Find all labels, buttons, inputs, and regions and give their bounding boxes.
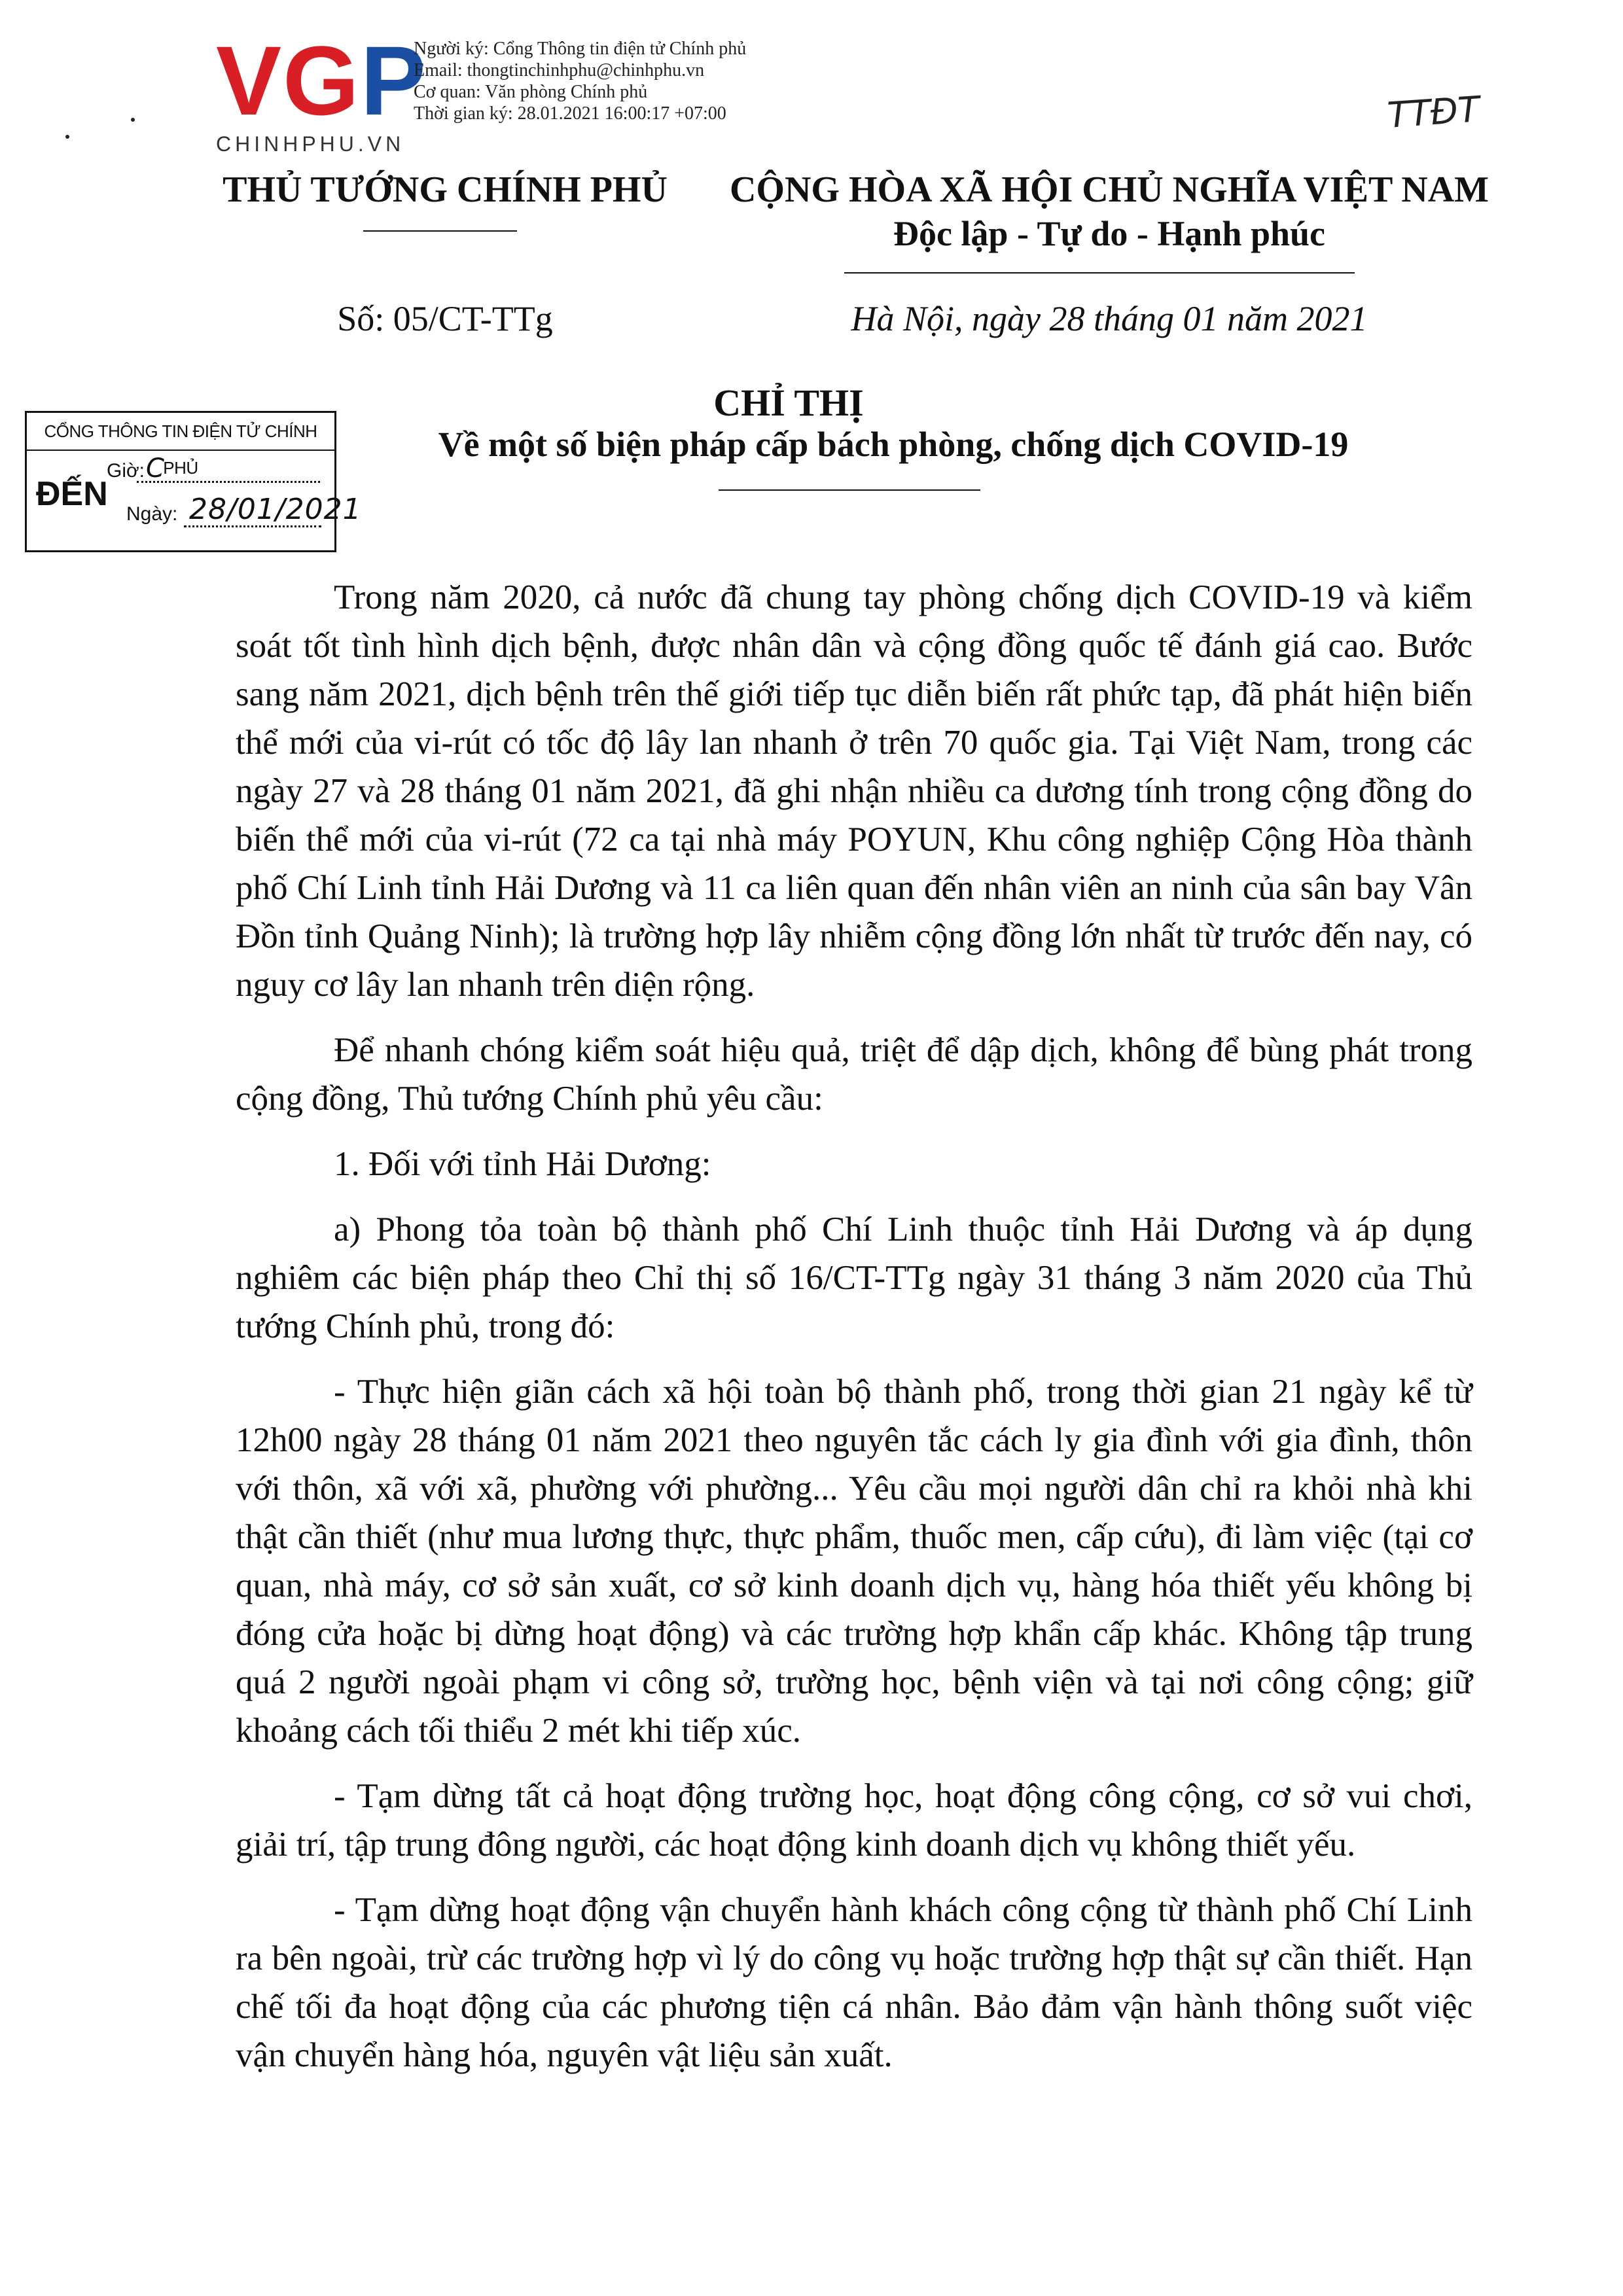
document-number: Số: 05/CT-TTg — [337, 299, 553, 338]
scan-speck — [65, 135, 69, 139]
scan-speck — [131, 118, 135, 122]
document-subject: Về một số biện pháp cấp bách phòng, chống dịch COVID-19 — [438, 425, 1349, 464]
national-title: CỘNG HÒA XÃ HỘI CHỦ NGHĨA VIỆT NAM — [729, 169, 1489, 210]
stamp-ngay-label: Ngày: — [126, 503, 178, 525]
logo-subtitle: CHINHPHU.VN — [216, 132, 405, 156]
signature-time: Thời gian ký: 28.01.2021 16:00:17 +07:00 — [414, 103, 726, 124]
handwritten-note: TTĐT — [1385, 88, 1481, 136]
stamp-gio-label: Giờ: — [107, 460, 145, 482]
signature-agency: Cơ quan: Văn phòng Chính phủ — [414, 82, 648, 102]
document-body — [236, 573, 1472, 2096]
body-paragraph: Trong năm 2020, cả nước đã chung tay phòng chống dịch COVID-19 và kiểm soát tốt tình hình dịch bệnh, được nhân dân và cộng đồng quốc tế đánh giá cao. Bước sang năm 2021, dịch bệnh trên thế giới tiếp tục diễn biến rất phức tạp, đã phát hiện biến thể mới của vi-rút có tốc độ lây lan nhanh ở trên 70 quốc gia. Tại Việt Nam, trong các ngày 27 và 28 tháng 01 năm 2021, đã ghi nhận nhiều ca dương tính trong cộng đồng do biến thể mới của vi-rút (72 ca tại nhà máy POYUN, Khu công nghiệp Cộng Hòa thành phố Chí Linh tỉnh Hải Dương và 11 ca liên quan đến nhân viên an ninh của sân bay Vân Đồn tỉnh Quảng Ninh); là trường hợp lây nhiễm cộng đồng lớn nhất từ trước đến nay, có nguy cơ lây lan nhanh trên diện rộng. — [236, 578, 1472, 1004]
signature-signer: Người ký: Cổng Thông tin điện tử Chính phủ — [414, 39, 747, 59]
body-paragraph: Để nhanh chóng kiểm soát hiệu quả, triệt để dập dịch, không để bùng phát trong cộng đồng, Thủ tướng Chính phủ yêu cầu: — [236, 1031, 1472, 1118]
stamp-gio-dots — [137, 481, 320, 483]
body-paragraph: - Tạm dừng tất cả hoạt động trường học, hoạt động công cộng, cơ sở vui chơi, giải trí, tập trung đông người, các hoạt động kinh doanh dịch vụ không thiết yếu. — [236, 1777, 1472, 1863]
logo-letters — [216, 26, 427, 135]
authority-underline — [363, 230, 517, 232]
stamp-gio-value: C — [146, 453, 164, 484]
digital-signature-info — [414, 38, 746, 124]
logo-letter-v: V — [216, 26, 283, 135]
logo-letter-p: P — [360, 26, 427, 135]
signature-email: Email: thongtinchinhphu@chinhphu.vn — [414, 60, 705, 80]
body-paragraph: - Tạm dừng hoạt động vận chuyển hành khách công cộng từ thành phố Chí Linh ra bên ngoài, trừ các trường hợp vì lý do công vụ hoặc trường hợp thật sự cần thiết. Hạn chế tối đa hoạt động của các phương tiện cá nhân. Bảo đảm vận hành thông suốt việc vận chuyển hàng hóa, nguyên vật liệu sản xuất. — [236, 1891, 1472, 2074]
place-and-date: Hà Nội, ngày 28 tháng 01 năm 2021 — [851, 299, 1368, 338]
body-paragraph: 1. Đối với tỉnh Hải Dương: — [334, 1145, 711, 1183]
vgp-logo — [216, 26, 427, 156]
stamp-ngay-value: 28/01/2021 — [189, 493, 362, 526]
logo-letter-g: G — [283, 26, 361, 135]
stamp-ngay-dots — [184, 525, 321, 527]
subject-underline — [719, 489, 980, 491]
stamp-header: CỔNG THÔNG TIN ĐIỆN TỬ CHÍNH PHỦ — [27, 413, 334, 451]
received-stamp — [25, 411, 362, 552]
document-type: CHỈ THỊ — [713, 381, 864, 424]
stamp-den: ĐẾN — [36, 475, 108, 513]
national-motto: Độc lập - Tự do - Hạnh phúc — [893, 214, 1326, 253]
body-paragraph: - Thực hiện giãn cách xã hội toàn bộ thành phố, trong thời gian 21 ngày kể từ 12h00 ngày 28 tháng 01 năm 2021 theo nguyên tắc cách ly gia đình với gia đình, thôn với thôn, xã với xã, phường với phường... Yêu cầu mọi người dân chỉ ra khỏi nhà khi thật cần thiết (như mua lương thực, thực phẩm, thuốc men, cấp cứu), đi làm việc (tại cơ quan, nhà máy, cơ sở sản xuất, cơ sở kinh doanh dịch vụ, hàng hóa thiết yếu không bị đóng cửa hoặc bị dừng hoạt động) và các trường hợp khẩn cấp khác. Không tập trung quá 2 người ngoài phạm vi công sở, trường học, bệnh viện và tại nơi công cộng; giữ khoảng cách tối thiểu 2 mét khi tiếp xúc. — [236, 1373, 1472, 1750]
body-paragraph: a) Phong tỏa toàn bộ thành phố Chí Linh thuộc tỉnh Hải Dương và áp dụng nghiêm các biện pháp theo Chỉ thị số 16/CT-TTg ngày 31 tháng 3 năm 2020 của Thủ tướng Chính phủ, trong đó: — [236, 1210, 1472, 1345]
issuing-authority: THỦ TƯỚNG CHÍNH PHỦ — [223, 169, 668, 210]
motto-underline — [844, 272, 1355, 274]
